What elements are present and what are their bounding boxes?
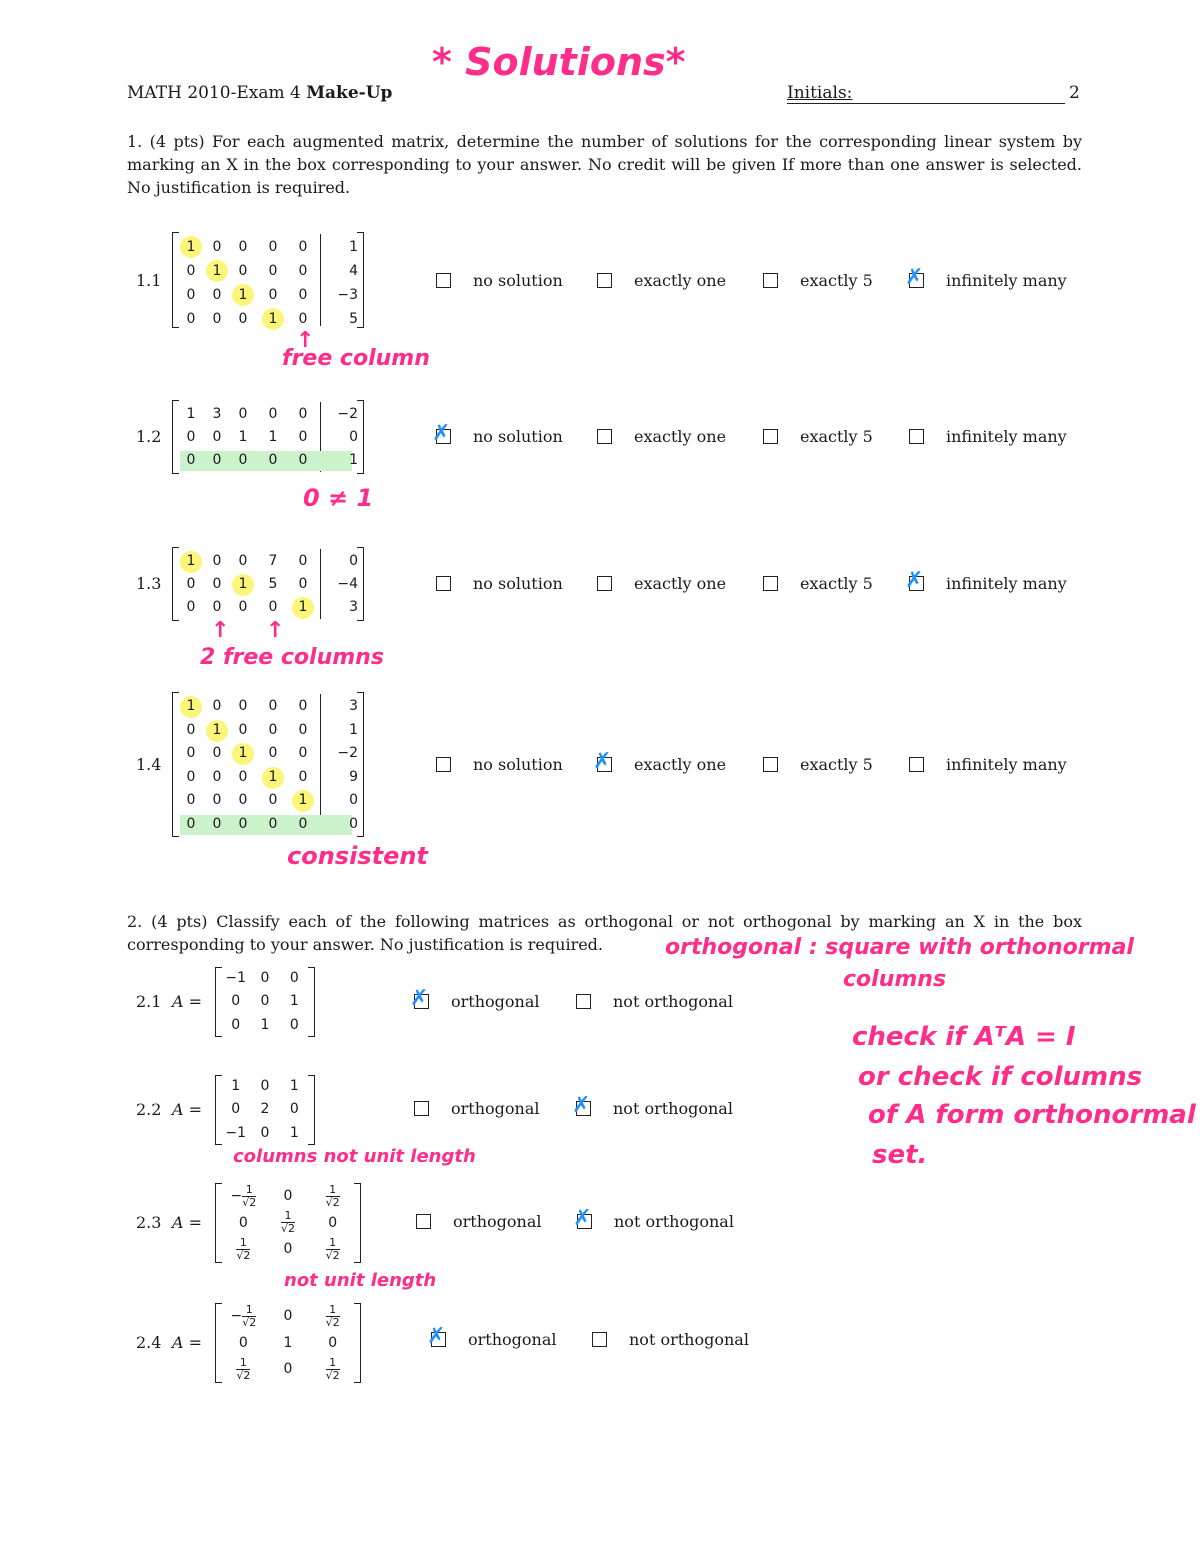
answer-option[interactable] — [427, 1324, 557, 1352]
matrix-entry: 0 — [268, 263, 278, 279]
matrix-entry: 5 — [268, 576, 278, 592]
note-two-free-columns: 2 free columns — [200, 645, 384, 670]
matrix-entry: 1 — [349, 452, 358, 468]
answer-option[interactable] — [436, 755, 563, 777]
matrix-entry: 0 — [268, 599, 278, 615]
item-label: 2.1 — [136, 992, 162, 1011]
answer-option[interactable] — [592, 1330, 749, 1352]
x-mark-icon: ✗ — [905, 568, 924, 593]
item-label: 1.3 — [136, 574, 162, 593]
matrix-prefix: A = — [172, 1333, 203, 1352]
matrix-entry: 0 — [186, 311, 196, 327]
matrix-entry — [221, 1330, 266, 1357]
matrix-entry: 0 — [298, 815, 308, 832]
matrix-entry — [250, 1075, 279, 1098]
matrix-entry — [266, 1330, 311, 1357]
answer-option[interactable] — [905, 265, 1067, 293]
checkbox[interactable] — [909, 757, 924, 772]
matrix-entry-text: 0 — [260, 1078, 270, 1094]
note-arrow: ↑ — [266, 618, 285, 643]
matrix-entry: 0 — [212, 311, 222, 327]
checkbox[interactable] — [572, 1093, 591, 1118]
matrix-entry: 0 — [298, 452, 308, 468]
option-label: infinitely many — [946, 427, 1067, 446]
matrix-entry: 0 — [238, 721, 248, 738]
matrix-entry: 1 — [349, 721, 358, 738]
matrix-entry — [310, 1236, 355, 1263]
option-label: no solution — [473, 574, 563, 593]
matrix-entry: 1 — [298, 599, 308, 615]
matrix-entry: 0 — [298, 239, 308, 255]
matrix-entry: 0 — [212, 768, 222, 785]
answer-option[interactable] — [572, 1093, 733, 1121]
checkbox[interactable] — [763, 576, 778, 591]
matrix-entry — [310, 1303, 355, 1330]
matrix-entry — [221, 1122, 250, 1145]
matrix-entry: 0 — [298, 311, 308, 327]
matrix-entry-text: 1 — [289, 993, 299, 1010]
matrix-1-2 — [172, 400, 364, 474]
question-1-text: 1. (4 pts) For each augmented matrix, determine the number of solutions for the corresponding linear system by marking an X in the box corresponding to your answer. No credit will be given If more than one answer is selected. No justification is required. — [127, 132, 1082, 197]
matrix-prefix: A = — [172, 992, 203, 1011]
matrix-entry-text: 1 — [260, 1016, 270, 1033]
matrix-entry — [280, 1122, 309, 1145]
matrix-entry: 1 — [186, 239, 196, 255]
matrix-entry-text: 0 — [328, 1214, 338, 1231]
matrix-prefix: A = — [172, 1100, 203, 1119]
answer-option[interactable] — [763, 755, 873, 777]
option-label: exactly 5 — [800, 755, 873, 774]
option-label: orthogonal — [451, 992, 540, 1011]
matrix-entry-text: 1 — [289, 1124, 299, 1141]
note-not-unit-length: not unit length — [284, 1270, 437, 1291]
checkbox[interactable] — [905, 568, 924, 593]
option-label: orthogonal — [468, 1330, 557, 1349]
matrix-entry: 0 — [238, 311, 248, 327]
matrix-entry: 0 — [186, 745, 196, 761]
option-label: infinitely many — [946, 574, 1067, 593]
matrix-prefix: A = — [172, 1213, 203, 1232]
matrix-entry: 0 — [186, 452, 196, 468]
option-label: no solution — [473, 427, 563, 446]
matrix-entry — [266, 1356, 311, 1383]
matrix-entry — [280, 1014, 309, 1037]
answer-option[interactable] — [597, 271, 726, 293]
matrix-entry: 0 — [238, 239, 248, 255]
item-label: 1.4 — [136, 755, 162, 774]
matrix-entry: 1 — [238, 429, 248, 445]
matrix-entry: 0 — [186, 792, 196, 808]
item-label: 1.2 — [136, 427, 162, 446]
matrix-entry-text: 1 — [283, 1334, 293, 1351]
matrix-entry: 0 — [212, 239, 222, 255]
matrix-entry — [310, 1330, 355, 1357]
matrix-entry — [221, 1075, 250, 1098]
answer-option[interactable] — [763, 574, 873, 596]
matrix-entry: 0 — [186, 599, 196, 615]
checkbox[interactable] — [576, 994, 591, 1009]
matrix-entry: 0 — [212, 792, 222, 808]
matrix-entry-text: −1 — [225, 1124, 246, 1141]
checkbox[interactable] — [909, 429, 924, 444]
matrix-entry — [266, 1303, 311, 1330]
note-free-column: free column — [282, 346, 430, 371]
fraction-entry: $\frac{1}{√2}$ — [325, 1235, 340, 1262]
matrix-entry: 0 — [212, 698, 222, 714]
matrix-entry-text: 0 — [289, 970, 299, 986]
matrix-entry: −4 — [337, 576, 358, 592]
answer-option[interactable] — [410, 986, 540, 1014]
matrix-entry: 9 — [349, 768, 358, 785]
matrix-entry: 1 — [298, 792, 308, 808]
matrix-entry — [221, 967, 250, 990]
option-label: exactly 5 — [800, 271, 873, 290]
matrix-entry: 0 — [298, 745, 308, 761]
matrix-entry — [310, 1356, 355, 1383]
matrix-entry-text: 0 — [283, 1361, 293, 1378]
answer-option[interactable] — [416, 1212, 541, 1234]
matrix-entry: 0 — [349, 815, 358, 832]
note-zero-neq-one: 0 ≠ 1 — [303, 484, 374, 512]
matrix-entry: −3 — [337, 287, 358, 303]
checkbox[interactable] — [427, 1324, 446, 1349]
initials-label: Initials: — [787, 83, 853, 103]
checkbox[interactable] — [763, 757, 778, 772]
matrix-entry: 0 — [212, 815, 222, 832]
matrix-entry: 0 — [349, 429, 358, 445]
matrix-entry: −2 — [337, 745, 358, 761]
matrix-entry: 1 — [268, 768, 278, 785]
matrix-entry: 0 — [298, 263, 308, 279]
matrix-entry: 1 — [268, 311, 278, 327]
matrix-entry: 7 — [268, 553, 278, 569]
checkbox[interactable] — [905, 265, 924, 290]
matrix-entry — [266, 1210, 311, 1237]
checkbox[interactable] — [410, 986, 429, 1011]
checkbox[interactable] — [416, 1214, 431, 1229]
matrix-entry: 0 — [186, 287, 196, 303]
matrix-entry — [221, 1303, 266, 1330]
matrix-entry-text: 0 — [231, 1101, 241, 1118]
checkbox[interactable] — [597, 576, 612, 591]
matrix-entry: 0 — [298, 429, 308, 445]
matrix-entry-text: 0 — [283, 1188, 293, 1204]
matrix-entry-text: 0 — [289, 1101, 299, 1118]
matrix-entry: 0 — [238, 698, 248, 714]
option-label: not orthogonal — [629, 1330, 749, 1349]
matrix-2-2 — [215, 1075, 315, 1145]
answer-option[interactable] — [909, 755, 1067, 777]
matrix-entry: 0 — [238, 768, 248, 785]
option-label: not orthogonal — [613, 1099, 733, 1118]
matrix-entry: 0 — [212, 452, 222, 468]
checkbox[interactable] — [763, 273, 778, 288]
matrix-entry — [221, 1183, 266, 1210]
matrix-entry — [266, 1183, 311, 1210]
matrix-entry — [250, 1098, 279, 1121]
matrix-entry-text: 1 — [289, 1078, 299, 1094]
matrix-entry: 0 — [186, 721, 196, 738]
matrix-entry: 0 — [268, 815, 278, 832]
item-label: 2.3 — [136, 1213, 162, 1232]
matrix-entry-text: 0 — [328, 1334, 338, 1351]
matrix-entry — [250, 1014, 279, 1037]
matrix-entry-text: 1 — [231, 1078, 241, 1094]
checkbox[interactable] — [436, 757, 451, 772]
matrix-entry: 1 — [238, 745, 248, 761]
matrix-entry — [310, 1210, 355, 1237]
matrix-entry: 0 — [298, 698, 308, 714]
matrix-entry: 0 — [238, 815, 248, 832]
matrix-entry: 1 — [186, 553, 196, 569]
option-label: exactly 5 — [800, 574, 873, 593]
matrix-entry-text: 0 — [260, 970, 270, 986]
note-check-1: check if AᵀA = I — [852, 1022, 1076, 1052]
matrix-entry: 0 — [212, 576, 222, 592]
answer-option[interactable] — [905, 568, 1067, 596]
note-consistent: consistent — [287, 842, 428, 870]
checkbox[interactable] — [593, 749, 612, 774]
option-label: orthogonal — [451, 1099, 540, 1118]
option-label: no solution — [473, 271, 563, 290]
checkbox[interactable] — [597, 429, 612, 444]
item-label: 1.1 — [136, 271, 162, 290]
matrix-entry — [221, 1098, 250, 1121]
x-mark-icon: ✗ — [593, 749, 612, 774]
matrix-entry: 0 — [298, 406, 308, 422]
matrix-entry: 3 — [349, 599, 358, 615]
item-label: 2.2 — [136, 1100, 162, 1119]
matrix-entry: 5 — [349, 311, 358, 327]
matrix-entry: 0 — [298, 287, 308, 303]
checkbox[interactable] — [432, 421, 451, 446]
matrix-entry: 0 — [268, 287, 278, 303]
matrix-entry-text: 2 — [260, 1101, 270, 1118]
question-2-text: 2. (4 pts) Classify each of the following matrices as orthogonal or not orthogonal by marking an X in the box corresponding to your answer. No justification is required. — [127, 912, 1082, 954]
option-label: infinitely many — [946, 271, 1067, 290]
matrix-entry: 0 — [298, 553, 308, 569]
checkbox[interactable] — [414, 1101, 429, 1116]
matrix-2-4 — [215, 1303, 361, 1383]
matrix-entry: 0 — [268, 792, 278, 808]
x-mark-icon: ✗ — [410, 986, 429, 1011]
page-number: 2 — [1069, 83, 1080, 103]
matrix-entry: 0 — [186, 429, 196, 445]
matrix-entry — [280, 990, 309, 1013]
checkbox[interactable] — [592, 1332, 607, 1347]
answer-option[interactable] — [597, 574, 726, 596]
answer-option[interactable] — [763, 427, 873, 449]
checkbox[interactable] — [436, 273, 451, 288]
exam-title — [127, 83, 392, 103]
initials-line[interactable] — [787, 103, 1065, 104]
matrix-entry — [221, 990, 250, 1013]
option-label: not orthogonal — [614, 1212, 734, 1231]
matrix-entry: 0 — [238, 406, 248, 422]
answer-option[interactable] — [909, 427, 1067, 449]
x-mark-icon: ✗ — [572, 1093, 591, 1118]
option-label: no solution — [473, 755, 563, 774]
fraction-entry: $\frac{1}{√2}$ — [280, 1209, 295, 1236]
note-check-3: of A form orthonormal — [868, 1100, 1196, 1130]
matrix-entry: 4 — [349, 263, 358, 279]
answer-option[interactable] — [576, 992, 733, 1014]
matrix-entry — [280, 1098, 309, 1121]
matrix-entry-text: 0 — [283, 1241, 293, 1258]
matrix-entry: 0 — [298, 768, 308, 785]
note-check-2: or check if columns — [858, 1062, 1143, 1092]
matrix-entry: 0 — [268, 452, 278, 468]
matrix-entry-text: 0 — [231, 993, 241, 1010]
matrix-entry-text: 0 — [289, 1016, 299, 1033]
fraction-entry: $\frac{1}{√2}$ — [236, 1235, 251, 1262]
matrix-entry — [221, 1014, 250, 1037]
matrix-entry-text: 0 — [260, 993, 270, 1010]
matrix-1-4 — [172, 692, 364, 837]
matrix-entry: 0 — [212, 553, 222, 569]
matrix-entry: 0 — [349, 553, 358, 569]
matrix-entry: 0 — [268, 406, 278, 422]
option-label: not orthogonal — [613, 992, 733, 1011]
matrix-entry — [250, 1122, 279, 1145]
matrix-2-3 — [215, 1183, 361, 1263]
fraction-entry: − $\frac{1}{√2}$ — [230, 1302, 257, 1329]
matrix-entry: 0 — [298, 576, 308, 592]
answer-option[interactable] — [414, 1099, 539, 1121]
answer-option[interactable] — [593, 749, 727, 777]
matrix-entry: 0 — [268, 721, 278, 738]
x-mark-icon: ✗ — [432, 421, 451, 446]
matrix-entry-text: 0 — [260, 1124, 270, 1141]
option-label: infinitely many — [946, 755, 1067, 774]
checkbox[interactable] — [597, 273, 612, 288]
course-title: MATH 2010-Exam 4 — [127, 83, 307, 103]
matrix-entry: 0 — [268, 745, 278, 761]
option-label: exactly one — [634, 574, 727, 593]
fraction-entry: $\frac{1}{√2}$ — [325, 1302, 340, 1329]
matrix-entry — [266, 1236, 311, 1263]
matrix-entry: 1 — [186, 406, 196, 422]
note-arrow: ↑ — [211, 618, 230, 643]
note-orthogonal-def: orthogonal : square with orthonormal — [665, 935, 1134, 960]
matrix-entry — [280, 1075, 309, 1098]
note-check-4: set. — [872, 1140, 928, 1170]
note-columns-not-unit: columns not unit length — [233, 1146, 476, 1167]
fraction-entry: $\frac{1}{√2}$ — [325, 1355, 340, 1382]
checkbox[interactable] — [763, 429, 778, 444]
matrix-entry: 1 — [212, 263, 222, 279]
matrix-entry: 0 — [186, 815, 196, 832]
solutions-annotation: * Solutions* — [432, 40, 686, 84]
matrix-entry: 0 — [298, 721, 308, 738]
option-label: orthogonal — [453, 1212, 542, 1231]
matrix-entry — [250, 990, 279, 1013]
matrix-entry-text: 0 — [238, 1334, 248, 1351]
answer-option[interactable] — [436, 271, 563, 293]
matrix-entry: 0 — [186, 263, 196, 279]
matrix-entry-text: 0 — [231, 1016, 241, 1033]
matrix-entry: −2 — [337, 406, 358, 422]
matrix-entry-text: −1 — [225, 970, 246, 986]
answer-option[interactable] — [436, 574, 563, 596]
matrix-entry: 0 — [212, 599, 222, 615]
matrix-entry: 1 — [212, 721, 222, 738]
matrix-entry — [310, 1183, 355, 1210]
matrix-entry-text: 0 — [283, 1308, 293, 1324]
answer-option[interactable] — [432, 421, 563, 449]
item-label: 2.4 — [136, 1333, 162, 1352]
matrix-entry — [221, 1236, 266, 1263]
fraction-entry: − $\frac{1}{√2}$ — [230, 1182, 257, 1209]
answer-option[interactable] — [573, 1206, 734, 1234]
fraction-entry: $\frac{1}{√2}$ — [236, 1355, 251, 1382]
checkbox[interactable] — [436, 576, 451, 591]
fraction-entry: $\frac{1}{√2}$ — [325, 1182, 340, 1209]
matrix-1-3 — [172, 547, 364, 621]
answer-option[interactable] — [763, 271, 873, 293]
matrix-entry: 0 — [212, 429, 222, 445]
matrix-entry: 0 — [186, 768, 196, 785]
option-label: exactly one — [634, 427, 727, 446]
matrix-entry-text: 0 — [238, 1214, 248, 1231]
option-label: exactly 5 — [800, 427, 873, 446]
matrix-entry: 1 — [238, 287, 248, 303]
matrix-entry: 0 — [268, 698, 278, 714]
matrix-entry: 0 — [186, 576, 196, 592]
note-arrow: ↑ — [296, 328, 315, 353]
matrix-entry — [250, 967, 279, 990]
option-label: exactly one — [634, 755, 727, 774]
matrix-entry: 0 — [349, 792, 358, 808]
matrix-entry: 0 — [212, 745, 222, 761]
matrix-entry: 1 — [186, 698, 196, 714]
matrix-2-1 — [215, 967, 315, 1037]
matrix-entry: 1 — [349, 239, 358, 255]
matrix-entry — [221, 1356, 266, 1383]
note-columns: columns — [843, 967, 947, 992]
matrix-entry: 3 — [349, 698, 358, 714]
option-label: exactly one — [634, 271, 727, 290]
matrix-entry: 1 — [268, 429, 278, 445]
answer-option[interactable] — [597, 427, 726, 449]
x-mark-icon: ✗ — [573, 1206, 592, 1231]
checkbox[interactable] — [573, 1206, 592, 1231]
course-bold: Make-Up — [306, 83, 393, 103]
x-mark-icon: ✗ — [905, 265, 924, 290]
matrix-entry: 0 — [212, 287, 222, 303]
x-mark-icon: ✗ — [427, 1324, 446, 1349]
matrix-entry: 0 — [238, 553, 248, 569]
matrix-1-1 — [172, 232, 364, 328]
matrix-entry: 0 — [238, 599, 248, 615]
matrix-entry: 0 — [238, 452, 248, 468]
matrix-entry: 0 — [238, 263, 248, 279]
matrix-entry: 0 — [238, 792, 248, 808]
matrix-entry: 1 — [238, 576, 248, 592]
matrix-entry: 0 — [268, 239, 278, 255]
matrix-entry: 3 — [212, 406, 222, 422]
matrix-entry — [221, 1210, 266, 1237]
matrix-entry — [280, 967, 309, 990]
